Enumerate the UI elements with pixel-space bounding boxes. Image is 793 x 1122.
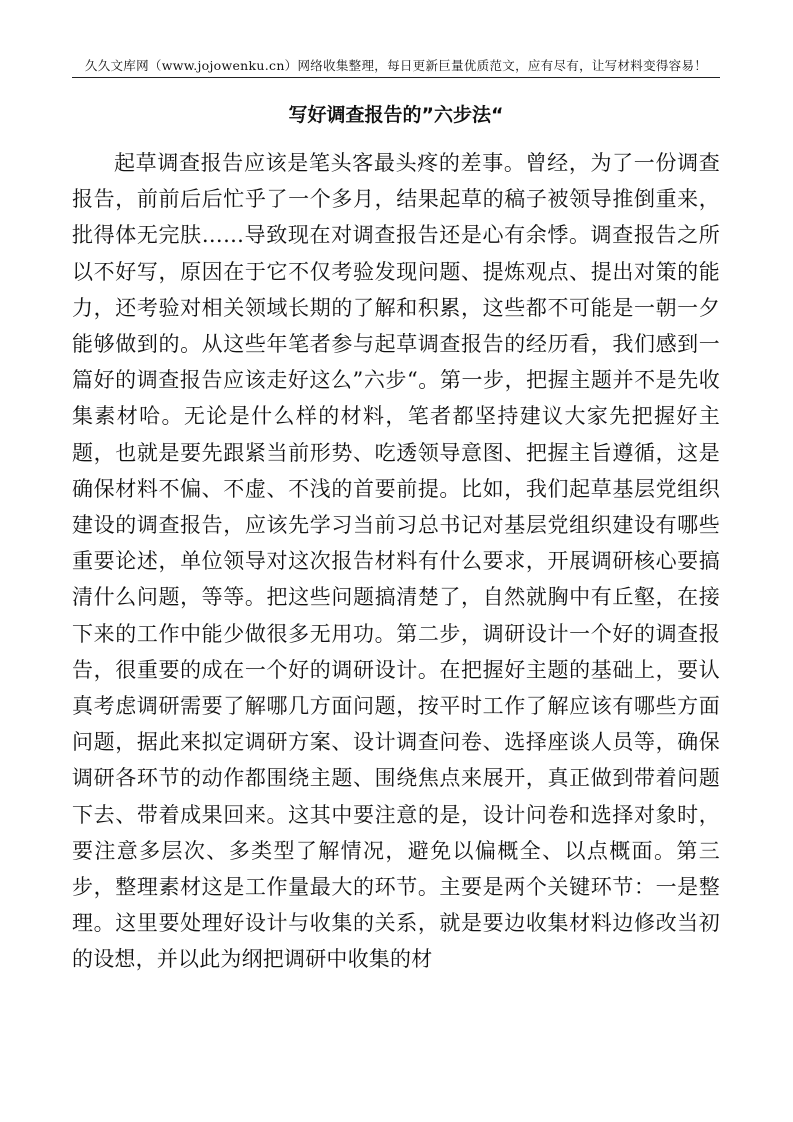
page-header: [72, 57, 720, 78]
header-text: 久久文库网（www.jojowenku.cn）网络收集整理，每日更新巨量优质范文，应有尽有，让写材料变得容易！: [84, 58, 708, 73]
document-title: 写好调查报告的”六步法“: [288, 104, 504, 126]
body-paragraph: 起草调查报告应该是笔头客最头疼的差事。曾经，为了一份调查报告，前前后后忙乎了一个多月，结果起草的稿子被领导推倒重来，批得体无完肤……导致现在对调查报告还是心有余悸。调查报告之所以不好写，原因在于它不仅考验发现问题、提炼观点、提出对策的能力，还考验对相关领域长期的了解和积累，这些都不可能是一朝一夕能够做到的。从这些年笔者参与起草调查报告的经历看，我们感到一篇好的调查报告应该走好这么”六步“。第一步，把握主题并不是先收集素材哈。无论是什么样的材料，笔者都坚持建议大家先把握好主题，也就是要先跟紧当前形势、吃透领导意图、把握主旨遵循，这是确保材料不偏、不虚、不浅的首要前提。比如，我们起草基层党组织建设的调查报告，应该先学习当前习总书记对基层党组织建设有哪些重要论述，单位领导对这次报告材料有什么要求，开展调研核心要搞清什么问题，等等。把这些问题搞清楚了，自然就胸中有丘壑，在接下来的工作中能少做很多无用功。第二步，调研设计一个好的调查报告，很重要的成在一个好的调研设计。在把握好主题的基础上，要认真考虑调研需要了解哪几方面问题，按平时工作了解应该有哪些方面问题，据此来拟定调研方案、设计调查问卷、选择座谈人员等，确保调研各环节的动作都围绕主题、围绕焦点来展开，真正做到带着问题下去、带着成果回来。这其中要注意的是，设计问卷和选择对象时，要注意多层次、多类型了解情况，避免以偏概全、以点概面。第三步，整理素材这是工作量最大的环节。主要是两个关键环节：一是整理。这里要处理好设计与收集的关系，就是要边收集材料边修改当初的设想，并以此为纲把调研中收集的材: [72, 151, 720, 972]
